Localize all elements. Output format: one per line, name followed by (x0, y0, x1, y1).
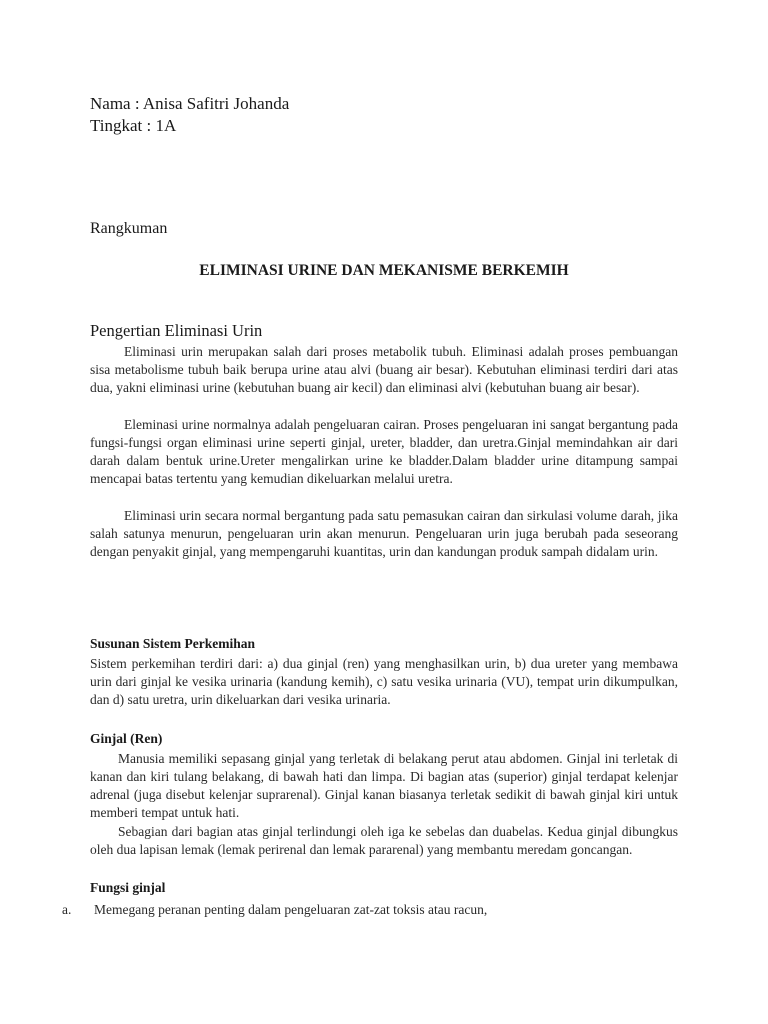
paragraph-ginjal-2: Sebagian dari bagian atas ginjal terlindungi oleh iga ke sebelas dan duabelas. Kedua ginjal dibungkus oleh dua lapisan lemak (lemak perirenal dan lemak pararenal) yang membantu meredam goncangan. (90, 824, 678, 857)
paragraph-ginjal-1: Manusia memiliki sepasang ginjal yang terletak di belakang perut atau abdomen. Ginjal ini terletak di kanan dan kiri tulang belakang, di bawah hati dan limpa. Di bagian atas (superior) ginjal terdapat kelenjar adrenal (juga disebut kelenjar suprarenal). Ginjal kanan biasanya terletak sedikit di bawah ginjal kiri untuk memberi tempat untuk hati. (90, 751, 678, 820)
list-marker: a. (62, 902, 72, 917)
student-name: Nama : Anisa Safitri Johanda (90, 94, 290, 113)
list-item-text: Memegang peranan penting dalam pengeluaran zat-zat toksis atau racun, (94, 902, 488, 917)
paragraph-pengertian-3: Eliminasi urin secara normal bergantung pada satu pemasukan cairan dan sirkulasi volume darah, jika salah satunya menurun, pengeluaran urin akan menurun. Pengeluaran urin juga berubah pada seseorang dengan penyakit ginjal, yang mempengaruhi kuantitas, urin dan kandungan produk sampah didalam urin. (90, 508, 678, 559)
paragraph-susunan: Sistem perkemihan terdiri dari: a) dua ginjal (ren) yang menghasilkan urin, b) dua ureter yang membawa urin dari ginjal ke vesika urinaria (kandung kemih), c) satu vesika urinaria (VU), tempat urin dikumpulkan, dan d) satu uretra, urin dikeluarkan dari vesika urinaria. (90, 656, 678, 707)
section-heading-susunan: Susunan Sistem Perkemihan (90, 636, 256, 651)
document-title: ELIMINASI URINE DAN MEKANISME BERKEMIH (199, 262, 569, 279)
summary-label: Rangkuman (90, 220, 168, 237)
list-item (62, 901, 487, 919)
student-level: Tingkat : 1A (90, 116, 177, 135)
paragraph-pengertian-2: Eleminasi urine normalnya adalah pengeluaran cairan. Proses pengeluaran ini sangat bergantung pada fungsi-fungsi organ eliminasi urine seperti ginjal, ureter, bladder, dan uretra.Ginjal memindahkan air dari darah dalam bentuk urine.Ureter mengalirkan urine ke bladder.Dalam bladder urine ditampung sampai mencapai batas tertentu yang kemudian dikeluarkan melalui uretra. (90, 417, 678, 486)
section-heading-ginjal: Ginjal (Ren) (90, 731, 163, 746)
paragraph-pengertian-1: Eliminasi urin merupakan salah dari proses metabolik tubuh. Eliminasi adalah proses pembuangan sisa metabolisme tubuh baik berupa urine atau alvi (buang air besar). Kebutuhan eliminasi terdiri dari atas dua, yakni eliminasi urine (kebutuhan buang air kecil) dan eliminasi alvi (kebutuhan buang air besar). (90, 344, 678, 395)
section-heading-fungsi: Fungsi ginjal (90, 880, 166, 895)
section-heading-pengertian: Pengertian Eliminasi Urin (90, 321, 263, 340)
